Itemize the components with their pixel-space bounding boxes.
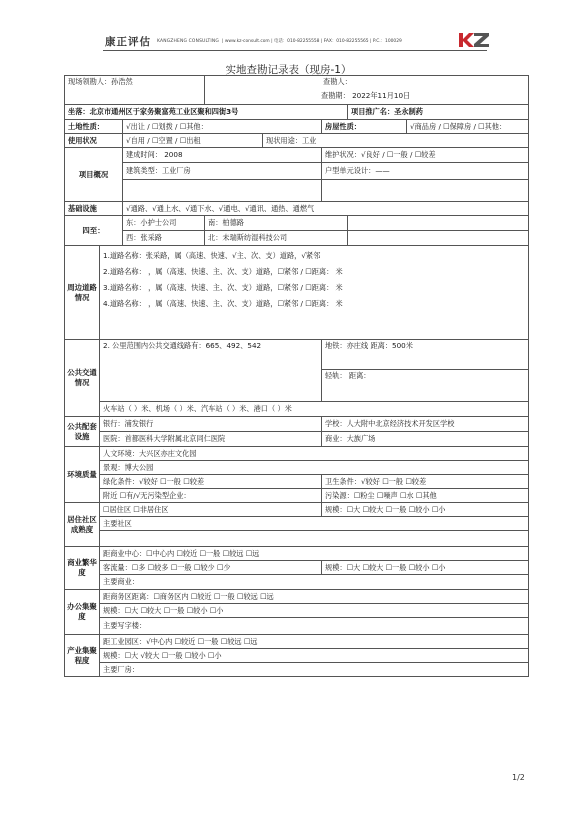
building-type-cell: 建筑类型：工业厂房: [123, 163, 322, 180]
industry-cluster-label: 产业集聚程度: [65, 635, 100, 677]
boundary-north: 北：未瑞斯纺湿科技公司: [205, 231, 348, 246]
main-commerce-cell: 主要商业：: [100, 575, 529, 590]
road-line-4: 4.道路名称： ，属（高速、快速、主、次、支）道路，☐紧邻 / ☐距离： 米: [103, 299, 343, 308]
green-cell: 绿化条件：√较好 ☐一般 ☐较差: [100, 475, 322, 489]
boundary-south: 南：柏德路: [205, 216, 348, 231]
residential-type-cell: ☐居住区 ☐非居住区: [100, 503, 322, 517]
main-office-cell: 主要写字楼：: [100, 618, 529, 635]
house-nature-value: √商品房 / ☐保障房 / ☐其他：: [407, 120, 529, 134]
house-nature-label: 房屋性质：: [322, 120, 407, 134]
surveyor-field: 查勘人：: [323, 77, 352, 86]
pollution-source-cell: 污染源：☐粉尘 ☐噪声 ☐水 ☐其他: [322, 489, 529, 503]
survey-date: 查勘期： 2022年11月10日: [321, 91, 411, 100]
commerce-cell: 商业：大族广场: [322, 432, 529, 447]
office-distance-cell: 距商务区距离：☐商务区内 ☐较近 ☐一般 ☐较远 ☐远: [100, 590, 529, 604]
pollution-enterprise-cell: 附近 ☐有/√无污染型企业：: [100, 489, 322, 503]
infrastructure-label: 基础设施: [65, 202, 123, 216]
subway-cell: 地铁：亦庄线 距离：500米: [322, 340, 529, 370]
office-cluster-label: 办公集聚度: [65, 590, 100, 635]
bank-cell: 银行：浦发银行: [100, 417, 322, 432]
address-cell: 坐落：北京市通州区于家务聚富苑工业区聚和四街3号: [65, 105, 348, 120]
kz-logo-icon: [458, 31, 490, 49]
survey-table: [64, 75, 529, 677]
page-number: 1/2: [512, 773, 525, 782]
hygiene-cell: 卫生条件：√较好 ☐一般 ☐较差: [322, 475, 529, 489]
human-environment-cell: 人文环境：大兴区亦庄文化园: [100, 447, 529, 461]
public-transit-label: 公共交通情况: [65, 340, 100, 417]
main-community-cell: 主要社区: [100, 517, 529, 531]
environment-label: 环境质量: [65, 447, 100, 503]
school-cell: 学校：人大附中北京经济技术开发区学校: [322, 417, 529, 432]
commercial-distance-cell: 距商业中心：☐中心内 ☐较近 ☐一般 ☐较远 ☐远: [100, 547, 529, 561]
surrounding-roads-label: 周边道路情况: [65, 246, 100, 340]
boundary-east: 东：小护士公司: [123, 216, 205, 231]
maintenance-cell: 维护状况：√良好 / ☐一般 / ☐较差: [322, 148, 529, 163]
landscape-cell: 景观：博大公园: [100, 461, 529, 475]
road-line-1: 1.道路名称：张采路，属（高速、快速、√主、次、支）道路，√紧邻: [103, 251, 321, 260]
commercial-prosperity-label: 商业繁华度: [65, 547, 100, 590]
unit-design-cell: 户型单元设计：——: [322, 163, 529, 180]
page-title: 实地查勘记录表（现房-1）: [225, 64, 352, 76]
use-status-value: √自用 / ☐空置 / ☐出租: [123, 134, 263, 148]
public-facilities-label: 公共配套设施: [65, 417, 100, 447]
light-rail-cell: 轻轨： 距离：: [322, 370, 529, 402]
bus-lines-cell: 2. 公里范围内公共交通线路有：665、492、542: [100, 340, 322, 402]
infrastructure-value: √通路、√通上水、√通下水、√通电、√通讯、通热、通燃气: [123, 202, 529, 216]
commercial-scale-cell: 规模：☐大 ☐较大 ☐一般 ☐较小 ☐小: [322, 561, 529, 575]
stations-cell: 火车站（ ）米、机场（ ）米、汽车站（ ）米、港口（ ）米: [100, 402, 529, 417]
industry-distance-cell: 距工业园区：√中心内 ☐较近 ☐一般 ☐较远 ☐远: [100, 635, 529, 649]
contact-info: | www.kz-consult.com | 电话：010-82255558 | FAX：010-82255565 | P.C.：100029: [221, 39, 402, 44]
community-maturity-label: 居住社区成熟度: [65, 503, 100, 547]
use-status-label: 使用状况: [65, 134, 123, 148]
residential-scale-cell: 规模：☐大 ☐较大 ☐一般 ☐较小 ☐小: [322, 503, 529, 517]
company-name-cn: 康正评估: [105, 35, 151, 48]
land-nature-value: √出让 / ☐划拨 / ☐其他：: [123, 120, 322, 134]
hospital-cell: 医院：首都医科大学附属北京同仁医院: [100, 432, 322, 447]
guide-cell: 现场领勘人：孙浩然: [65, 76, 205, 105]
letterhead: [105, 34, 493, 48]
project-name-cell: 项目推广名：圣永制药: [348, 105, 529, 120]
industry-scale-cell: 规模：☐大 √较大 ☐一般 ☐较小 ☐小: [100, 649, 529, 663]
road-line-2: 2.道路名称： ，属（高速、快速、主、次、支）道路，☐紧邻 / ☐距离： 米: [103, 267, 343, 276]
office-scale-cell: 规模：☐大 ☐较大 ☐一般 ☐较小 ☐小: [100, 604, 529, 618]
boundary-west: 西：张采路: [123, 231, 205, 246]
header-rule: [103, 50, 487, 51]
project-overview-label: 项目概况: [65, 148, 123, 202]
passenger-flow-cell: 客流量：☐多 ☐较多 ☐一般 ☐较少 ☐少: [100, 561, 322, 575]
boundaries-label: 四至：: [65, 216, 123, 246]
road-line-3: 3.道路名称： ，属（高速、快速、主、次、支）道路，☐紧邻 / ☐距离： 米: [103, 283, 343, 292]
main-factory-cell: 主要厂房：: [100, 663, 529, 677]
land-nature-label: 土地性质：: [65, 120, 123, 134]
built-time-cell: 建成时间： 2008: [123, 148, 322, 163]
current-use-cell: 现状用途：工业: [263, 134, 529, 148]
company-name-en: KANGZHENG CONSULTING: [157, 38, 219, 44]
